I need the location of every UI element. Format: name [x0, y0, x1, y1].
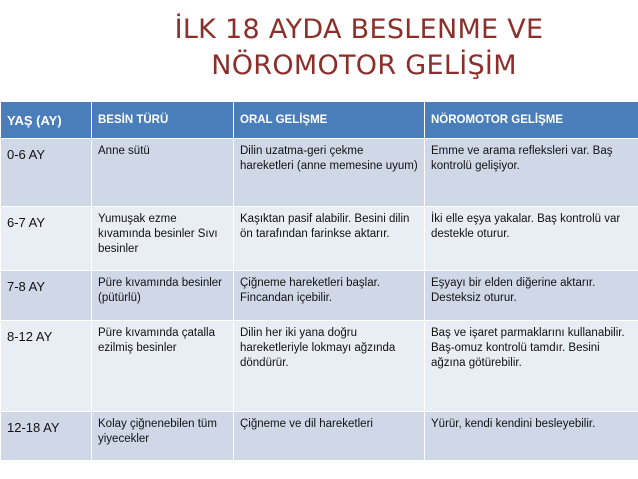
cell-age: 0-6 AY	[1, 139, 92, 207]
cell-neuromotor-development: İki elle eşya yakalar. Baş kontrolü var destekle oturur.	[425, 207, 638, 271]
cell-food-type: Yumuşak ezme kıvamında besinler Sıvı besinler	[92, 207, 234, 271]
title-line-2: NÖROMOTOR GELİŞİM	[211, 50, 517, 81]
cell-food-type: Kolay çiğnenebilen tüm yiyecekler	[92, 412, 234, 461]
cell-neuromotor-development: Emme ve arama refleksleri var. Baş kontrolü gelişiyor.	[425, 139, 638, 207]
cell-oral-development: Çiğneme ve dil hareketleri	[234, 412, 425, 461]
cell-neuromotor-development: Yürür, kendi kendini besleyebilir.	[425, 412, 638, 461]
table-row	[1, 271, 638, 321]
header-neuromotor-development: NÖROMOTOR GELİŞME	[425, 102, 638, 139]
header-age: YAŞ (AY)	[1, 102, 92, 139]
cell-food-type: Anne sütü	[92, 139, 234, 207]
cell-age: 8-12 AY	[1, 321, 92, 412]
nutrition-table	[0, 101, 638, 461]
header-oral-development: ORAL GELİŞME	[234, 102, 425, 139]
header-food-type: BESİN TÜRÜ	[92, 102, 234, 139]
cell-age: 12-18 AY	[1, 412, 92, 461]
table-row	[1, 139, 638, 207]
cell-age: 6-7 AY	[1, 207, 92, 271]
cell-neuromotor-development: Baş ve işaret parmaklarını kullanabilir. Baş-omuz kontrolü tamdır. Besini ağzına götürebilir.	[425, 321, 638, 412]
cell-neuromotor-development: Eşyayı bir elden diğerine aktarır. Desteksiz oturur.	[425, 271, 638, 321]
table-row	[1, 412, 638, 461]
slide-title	[0, 12, 638, 84]
cell-food-type: Püre kıvamında besinler (pütürlü)	[92, 271, 234, 321]
cell-oral-development: Çiğneme hareketleri başlar. Fincandan içebilir.	[234, 271, 425, 321]
table-row	[1, 321, 638, 412]
table-header-row	[1, 102, 638, 139]
cell-age: 7-8 AY	[1, 271, 92, 321]
cell-oral-development: Dilin her iki yana doğru hareketleriyle lokmayı ağzında döndürür.	[234, 321, 425, 412]
title-line-1: İLK 18 AYDA BESLENME VE	[174, 14, 544, 45]
cell-oral-development: Kaşıktan pasif alabilir. Besini dilin ön tarafından farinkse aktarır.	[234, 207, 425, 271]
table-row	[1, 207, 638, 271]
cell-food-type: Püre kıvamında çatalla ezilmiş besinler	[92, 321, 234, 412]
cell-oral-development: Dilin uzatma-geri çekme hareketleri (anne memesine uyum)	[234, 139, 425, 207]
